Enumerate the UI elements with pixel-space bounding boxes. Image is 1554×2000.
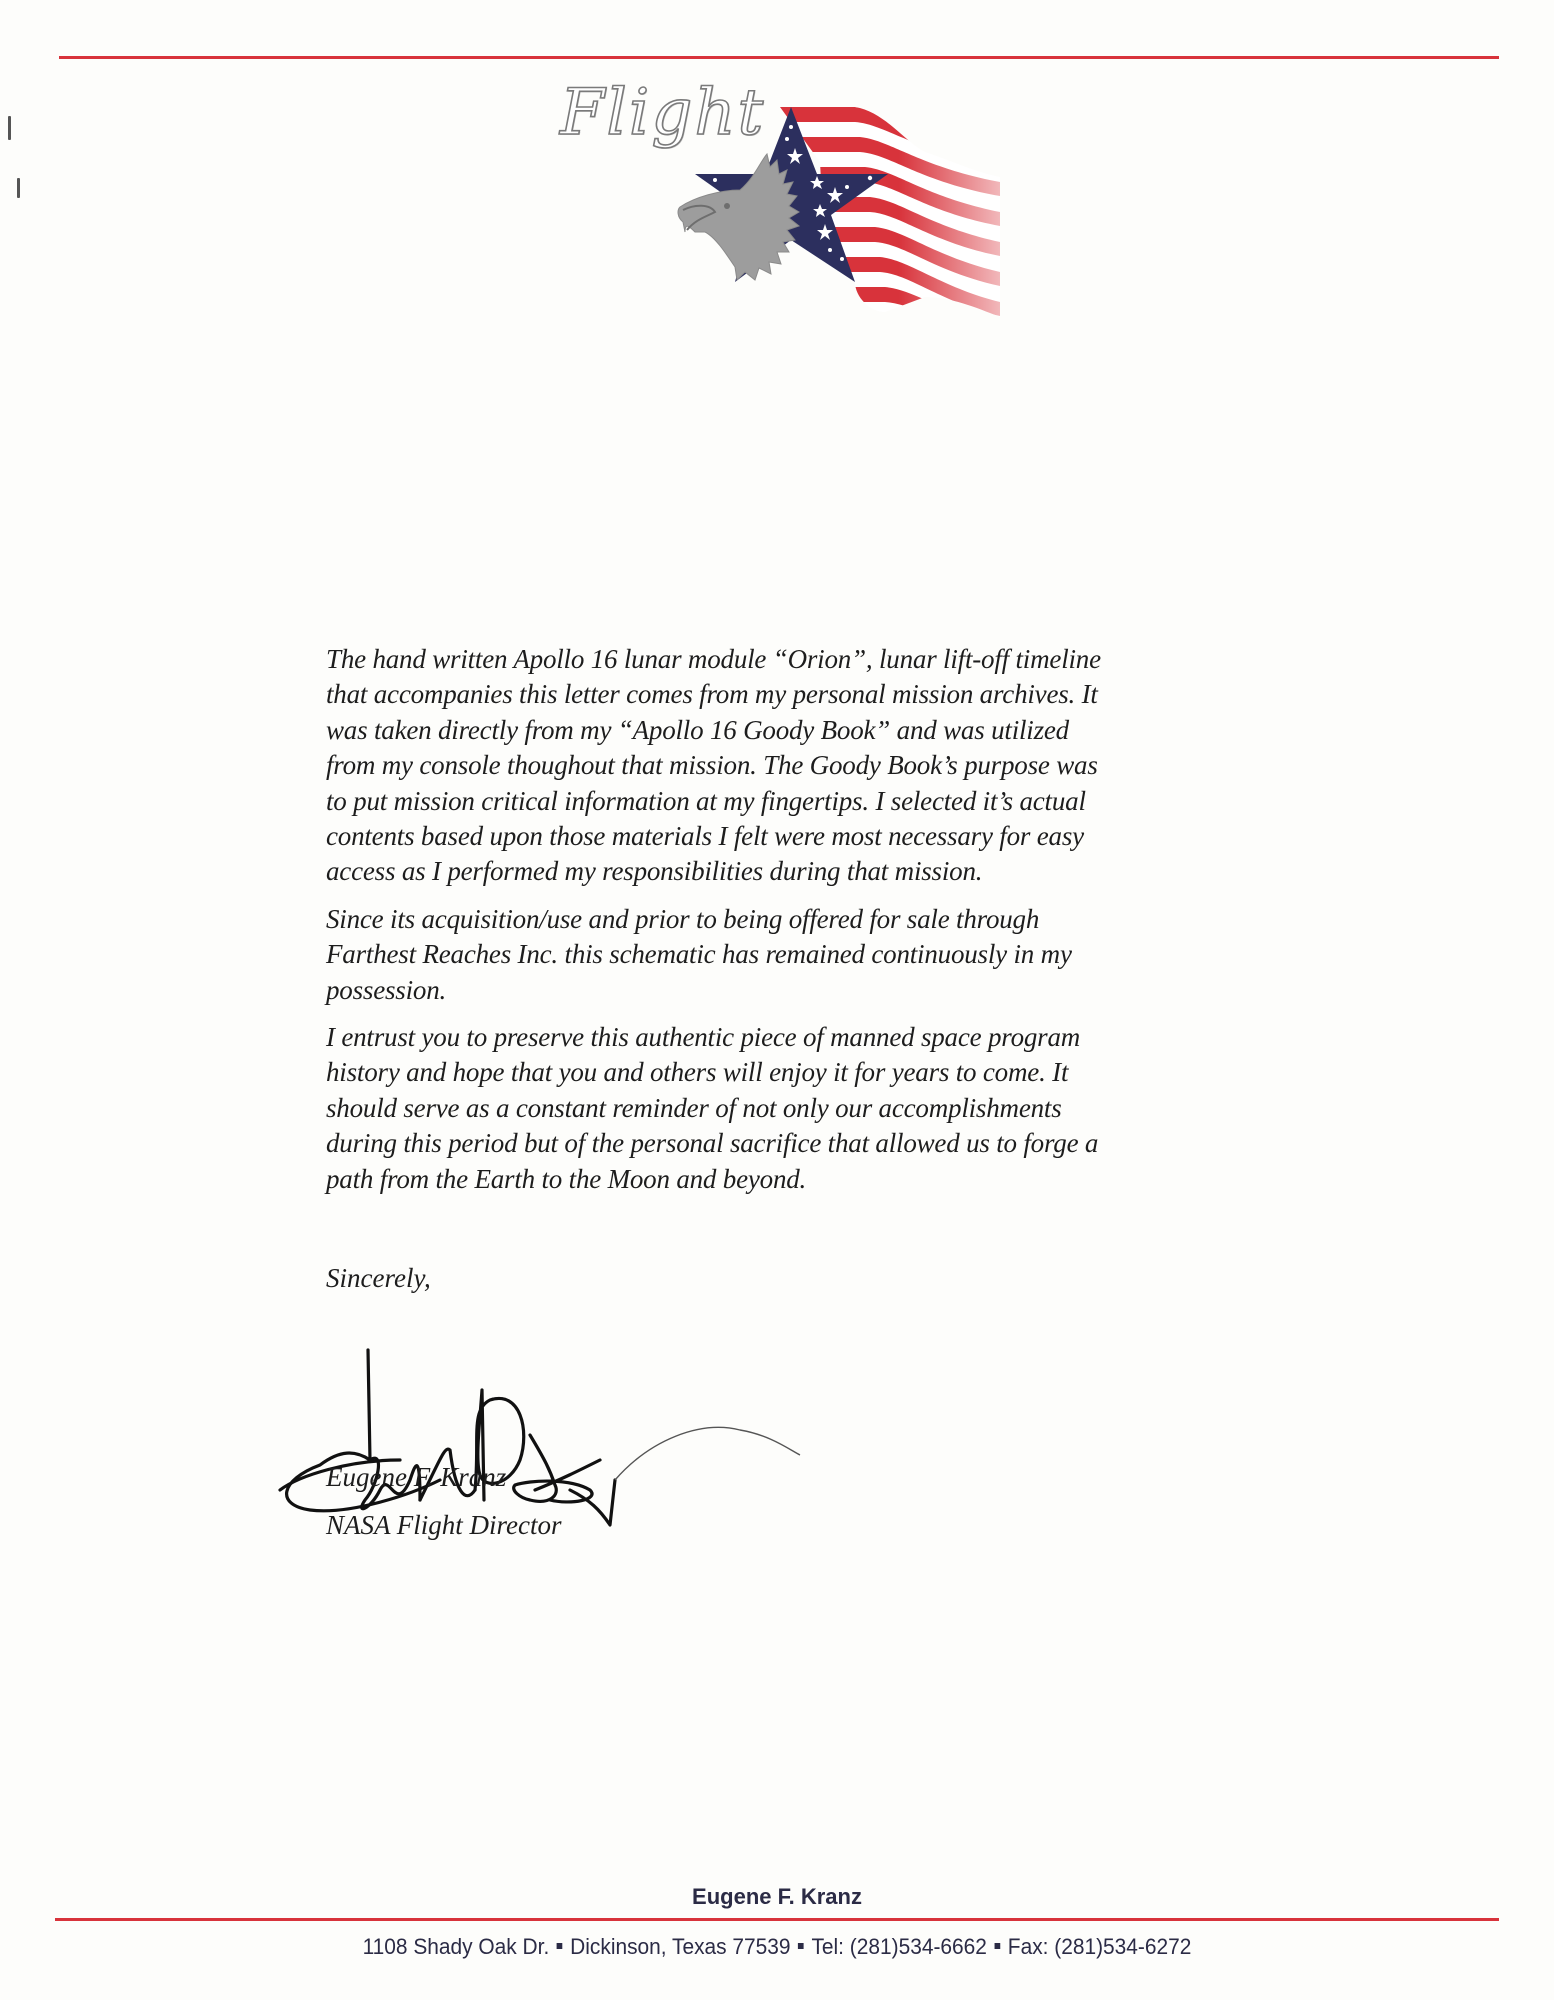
scan-mark [17, 178, 20, 198]
text-line: I entrust you to preserve this authentic piece of manned space program [326, 1022, 1081, 1053]
text-line: that accompanies this letter comes from my personal mission archives. It [326, 679, 1098, 710]
text-line: history and hope that you and others will enjoy it for years to come. It [326, 1057, 1069, 1088]
text-line: Since its acquisition/use and prior to being offered for sale through [326, 903, 1040, 934]
footer-tel: Tel: (281)534-6662 [811, 1934, 987, 1959]
closing-salutation: Sincerely, [326, 1263, 431, 1293]
text-line: during this period but of the personal sacrifice that allowed us to forge a [326, 1128, 1099, 1159]
paragraph-2 [326, 902, 1246, 1008]
top-rule [59, 56, 1499, 59]
footer-fax: Fax: (281)534-6272 [1007, 1934, 1192, 1959]
bullet-icon [557, 1943, 563, 1949]
text-line: was taken directly from my “Apollo 16 Goody Book” and was utilized [326, 714, 1069, 745]
footer-name: Eugene F. Kranz [692, 1884, 862, 1909]
paragraph-1 [326, 642, 1246, 890]
scan-mark [8, 116, 11, 140]
logo-wordmark: Flight [560, 76, 766, 150]
text-line: contents based upon those materials I felt were most necessary for easy [326, 821, 1084, 852]
text-line: Farthest Reaches Inc. this schematic has remained continuously in my [326, 939, 1072, 970]
letter-body [326, 642, 1246, 1209]
signatory-name: Eugene F. Kranz [326, 1462, 507, 1492]
text-line: possession. [326, 974, 447, 1005]
bullet-icon [995, 1943, 1001, 1949]
text-line: from my console thoughout that mission. The Goody Book’s purpose was [326, 750, 1098, 781]
text-line: to put mission critical information at my fingertips. I selected it’s actual [326, 785, 1086, 816]
text-line: path from the Earth to the Moon and beyond. [326, 1163, 807, 1194]
signatory-title: NASA Flight Director [326, 1510, 562, 1540]
text-line: The hand written Apollo 16 lunar module “Orion”, lunar lift-off timeline [326, 644, 1101, 674]
footer-contact [39, 1934, 1515, 1960]
bullet-icon [798, 1943, 804, 1949]
text-line: access as I performed my responsibilities during that mission. [326, 856, 983, 887]
eagle-star-flag-icon [555, 82, 1005, 322]
paragraph-3 [326, 1020, 1246, 1197]
flight-logo [555, 76, 1005, 322]
bottom-rule [55, 1918, 1499, 1921]
text-line: should serve as a constant reminder of not only our accomplishments [326, 1092, 1062, 1123]
footer-city: Dickinson, Texas 77539 [570, 1934, 791, 1959]
handwritten-signature-icon [270, 1300, 970, 1530]
footer-street: 1108 Shady Oak Dr. [362, 1934, 550, 1959]
